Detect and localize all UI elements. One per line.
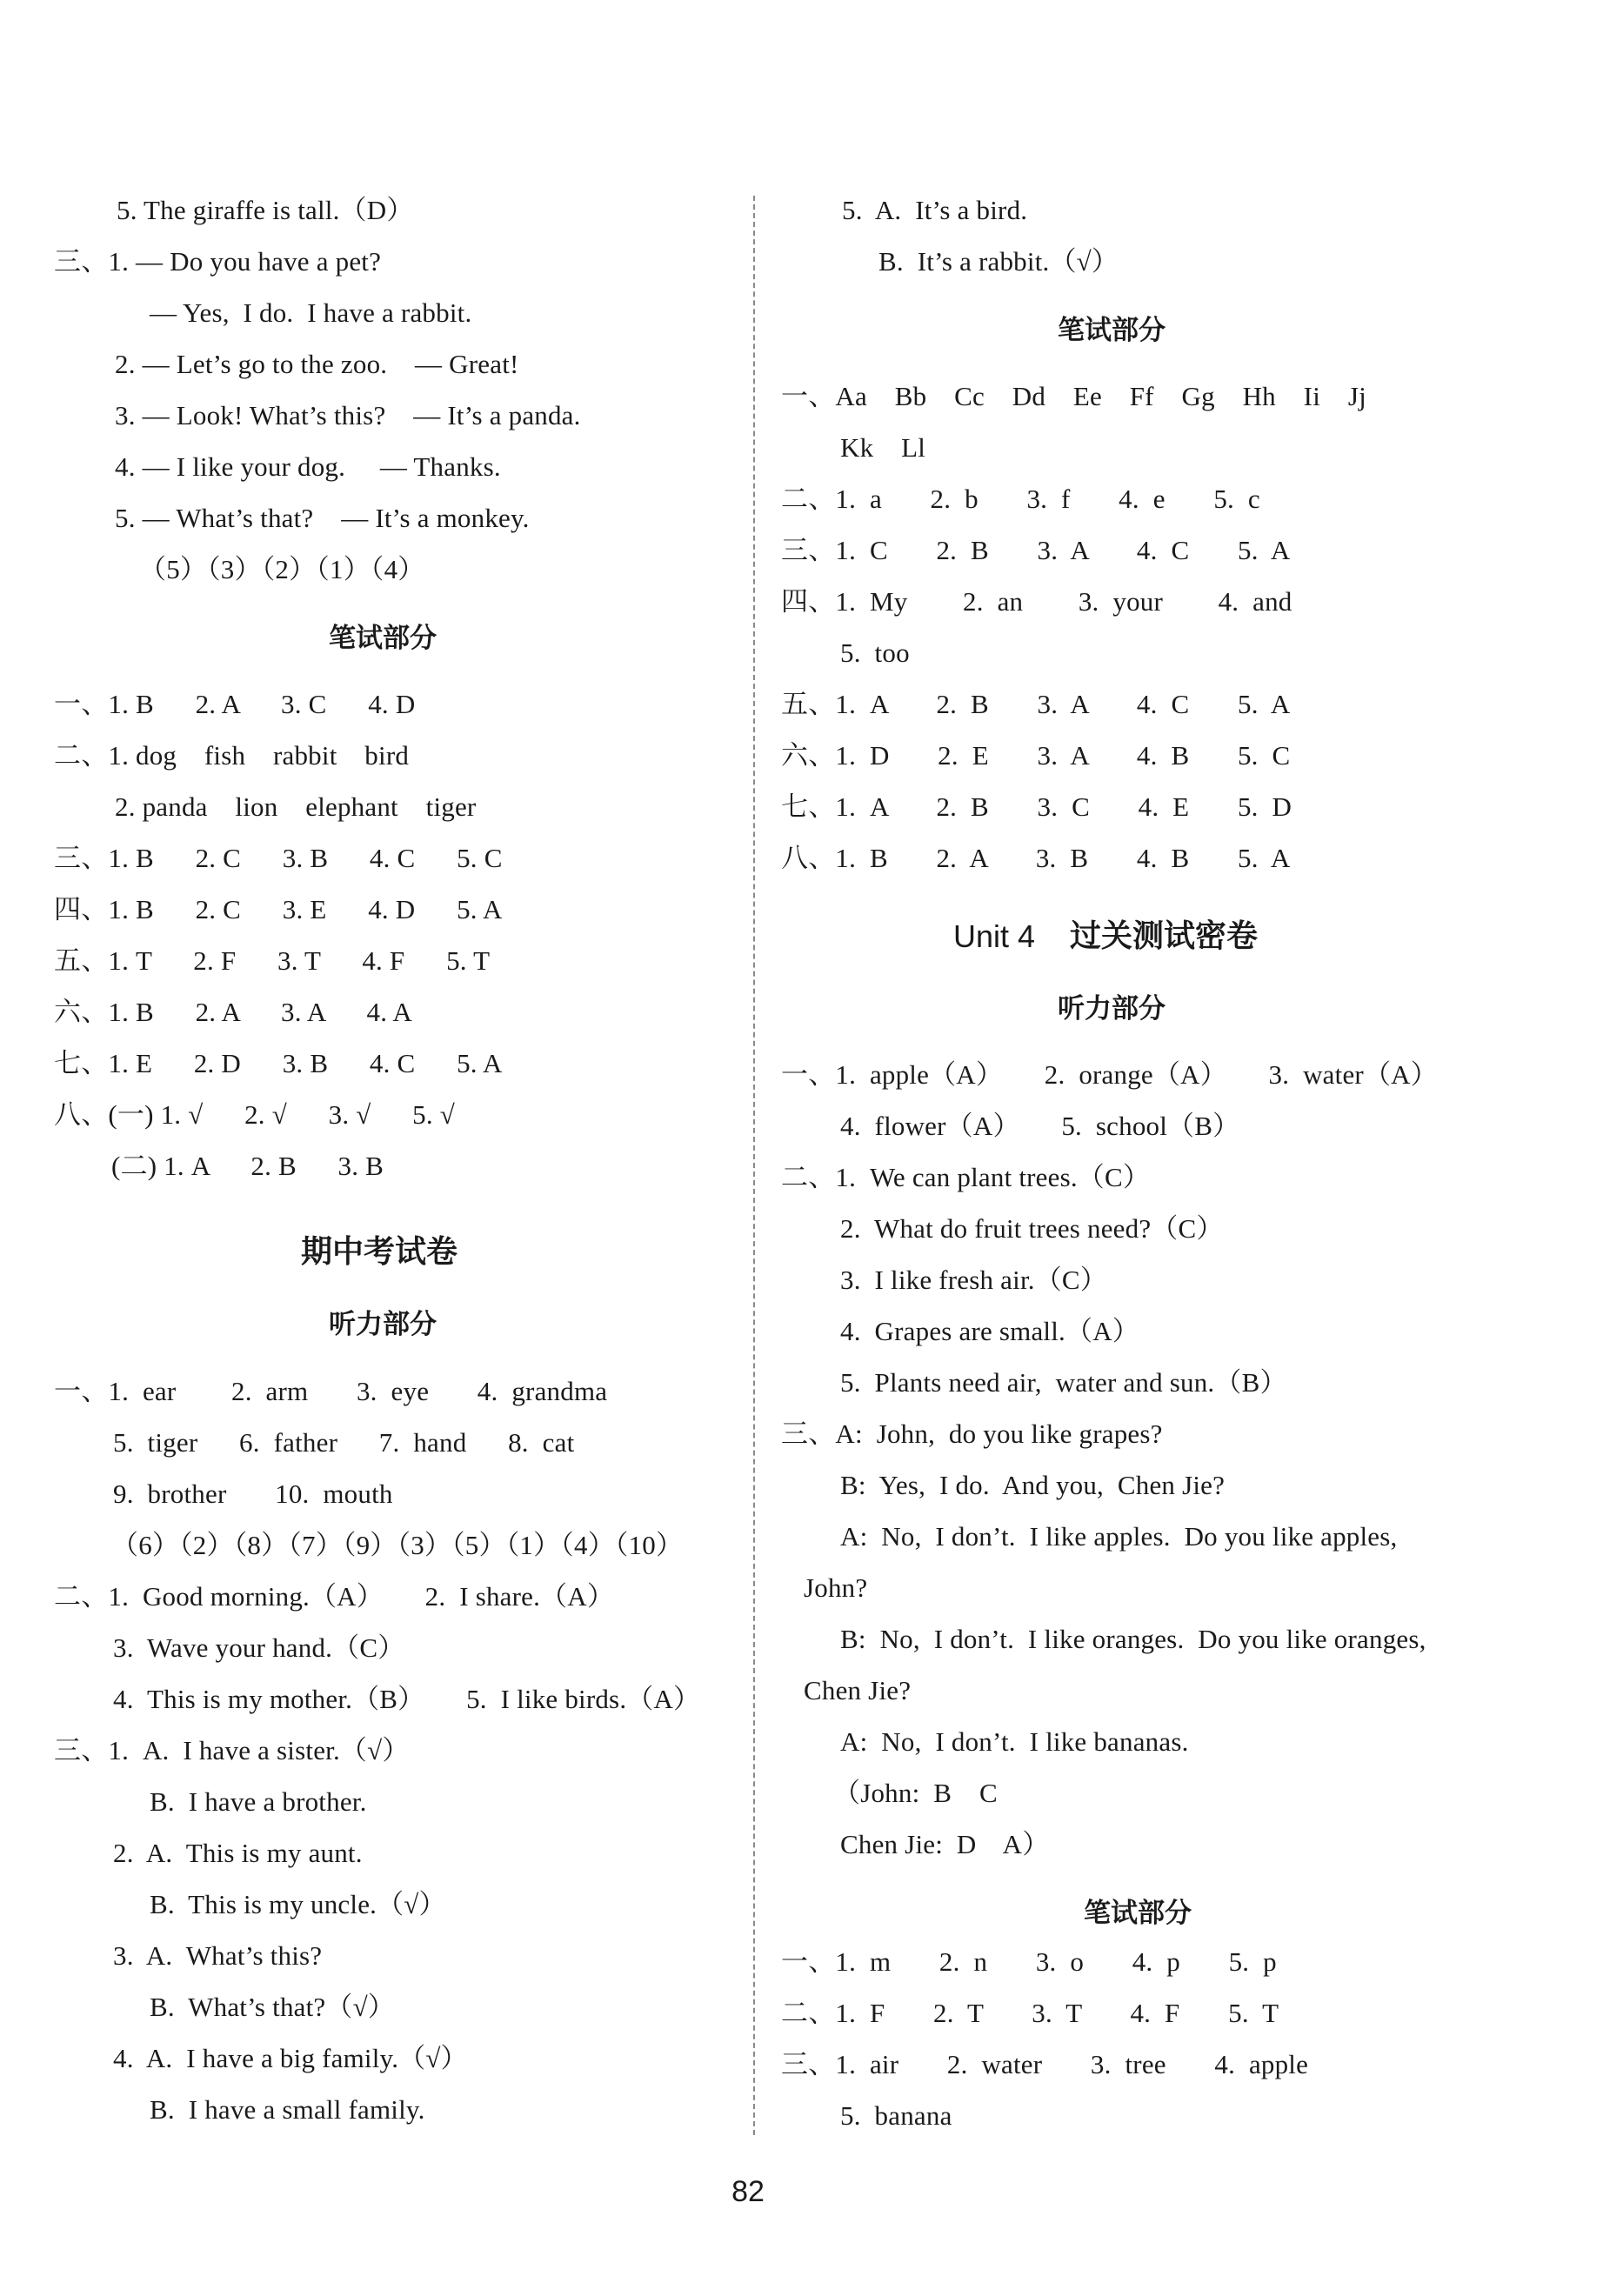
answer-line: 七、1. E 2. D 3. B 4. C 5. A	[54, 1048, 503, 1078]
answer-line: 二、1. F 2. T 3. T 4. F 5. T	[781, 1998, 1279, 2028]
exam-title: 期中考试卷	[301, 1234, 458, 1270]
answer-line: 一、1. ear 2. arm 3. eye 4. grandma	[54, 1376, 608, 1406]
answer-line: 5. — What’s that? — It’s a monkey.	[115, 503, 530, 533]
answer-line: 5. Plants need air, water and sun.（B）	[840, 1367, 1287, 1398]
answer-line: B. This is my uncle.（√）	[150, 1889, 446, 1919]
answer-line: 四、1. My 2. an 3. your 4. and	[781, 586, 1292, 617]
answer-line: 4. This is my mother.（B） 5. I like birds.（A）	[113, 1684, 701, 1714]
answer-line: 三、1. B 2. C 3. B 4. C 5. C	[54, 843, 503, 873]
answer-line: 八、1. B 2. A 3. B 4. B 5. A	[781, 843, 1291, 873]
section-heading: 笔试部分	[329, 623, 437, 654]
answer-line: 3. — Look! What’s this? — It’s a panda.	[115, 400, 581, 430]
answer-line: A: No, I don’t. I like apples. Do you like apples,	[840, 1521, 1398, 1552]
section-heading: 笔试部分	[1084, 1898, 1192, 1929]
answer-line: 三、1. — Do you have a pet?	[54, 246, 382, 277]
answer-line: 3. I like fresh air.（C）	[840, 1265, 1107, 1295]
section-heading: 笔试部分	[1058, 315, 1165, 346]
answer-line: Kk Ll	[840, 432, 926, 463]
answer-line: 二、1. Good morning.（A） 2. I share.（A）	[54, 1581, 615, 1612]
answer-line: 5. banana	[840, 2100, 952, 2131]
answer-line: 一、1. apple（A） 2. orange（A） 3. water（A）	[781, 1059, 1438, 1090]
answer-line: 3. A. What’s this?	[113, 1940, 323, 1971]
answer-line: 三、A: John, do you like grapes?	[781, 1418, 1163, 1449]
answer-line: John?	[804, 1572, 868, 1603]
answer-line: 9. brother 10. mouth	[113, 1478, 393, 1509]
answer-line: 四、1. B 2. C 3. E 4. D 5. A	[54, 894, 503, 924]
answer-line: B: No, I don’t. I like oranges. Do you like oranges,	[840, 1624, 1426, 1654]
page-number: 82	[731, 2175, 765, 2208]
answer-line: 二、1. dog fish rabbit bird	[54, 740, 410, 771]
answer-line: 五、1. A 2. B 3. A 4. C 5. A	[781, 689, 1291, 719]
answer-line: 2. A. This is my aunt.	[113, 1838, 363, 1868]
answer-line: （6）（2）（8）（7）（9）（3）（5）（1）（4）（10）	[111, 1530, 684, 1560]
answer-line: 4. — I like your dog. — Thanks.	[115, 451, 501, 482]
answer-line: 3. Wave your hand.（C）	[113, 1632, 405, 1663]
answer-line: Chen Jie: D A）	[840, 1829, 1050, 1859]
answer-line: 2. — Let’s go to the zoo. — Great!	[115, 349, 519, 379]
answer-line: — Yes, I do. I have a rabbit.	[150, 297, 472, 328]
answer-line: 二、1. We can plant trees.（C）	[781, 1162, 1151, 1192]
answer-line: Chen Jie?	[804, 1675, 912, 1705]
answer-line: 八、(一) 1. √ 2. √ 3. √ 5. √	[54, 1099, 455, 1130]
exam-title: 过关测试密卷	[1070, 918, 1259, 954]
answer-line: 三、1. air 2. water 3. tree 4. apple	[781, 2049, 1309, 2079]
answer-line: （John: B C	[833, 1778, 998, 1808]
answer-line: 5. too	[840, 637, 910, 668]
answer-line: 5. The giraffe is tall.（D）	[117, 195, 414, 225]
answer-line: B: Yes, I do. And you, Chen Jie?	[840, 1470, 1226, 1500]
answer-line: 二、1. a 2. b 3. f 4. e 5. c	[781, 484, 1260, 514]
answer-line: 4. Grapes are small.（A）	[840, 1316, 1139, 1346]
answer-line: 一、Aa Bb Cc Dd Ee Ff Gg Hh Ii Jj	[781, 381, 1366, 411]
answer-line: B. I have a brother.	[150, 1786, 367, 1817]
answer-line: B. I have a small family.	[150, 2094, 425, 2125]
answer-line: (二) 1. A 2. B 3. B	[111, 1151, 384, 1181]
answer-line: （5）（3）（2）（1）（4）	[139, 554, 425, 584]
column-divider	[753, 196, 755, 2135]
answer-line: B. What’s that?（√）	[150, 1992, 395, 2022]
answer-line: 4. A. I have a big family.（√）	[113, 2043, 468, 2073]
answer-line: 七、1. A 2. B 3. C 4. E 5. D	[781, 791, 1292, 822]
section-heading: 听力部分	[1058, 993, 1165, 1025]
answer-line: 4. flower（A） 5. school（B）	[840, 1111, 1240, 1141]
section-heading: 听力部分	[329, 1309, 437, 1340]
answer-line: 5. tiger 6. father 7. hand 8. cat	[113, 1427, 575, 1458]
answer-line: 六、1. D 2. E 3. A 4. B 5. C	[781, 740, 1291, 771]
answer-line: 5. A. It’s a bird.	[842, 195, 1028, 225]
answer-line: B. It’s a rabbit.（√）	[878, 246, 1119, 277]
answer-line: 三、1. A. I have a sister.（√）	[54, 1735, 410, 1765]
answer-line: 2. panda lion elephant tiger	[115, 791, 477, 822]
answer-line: 六、1. B 2. A 3. A 4. A	[54, 997, 412, 1027]
answer-line: 2. What do fruit trees need?（C）	[840, 1213, 1224, 1244]
answer-line: 三、1. C 2. B 3. A 4. C 5. A	[781, 535, 1291, 565]
answer-line: 五、1. T 2. F 3. T 4. F 5. T	[54, 945, 491, 976]
answer-line: 一、1. m 2. n 3. o 4. p 5. p	[781, 1946, 1277, 1977]
answer-line: 一、1. B 2. A 3. C 4. D	[54, 689, 416, 719]
answer-line: A: No, I don’t. I like bananas.	[840, 1726, 1189, 1757]
unit-number: Unit 4	[953, 918, 1036, 954]
